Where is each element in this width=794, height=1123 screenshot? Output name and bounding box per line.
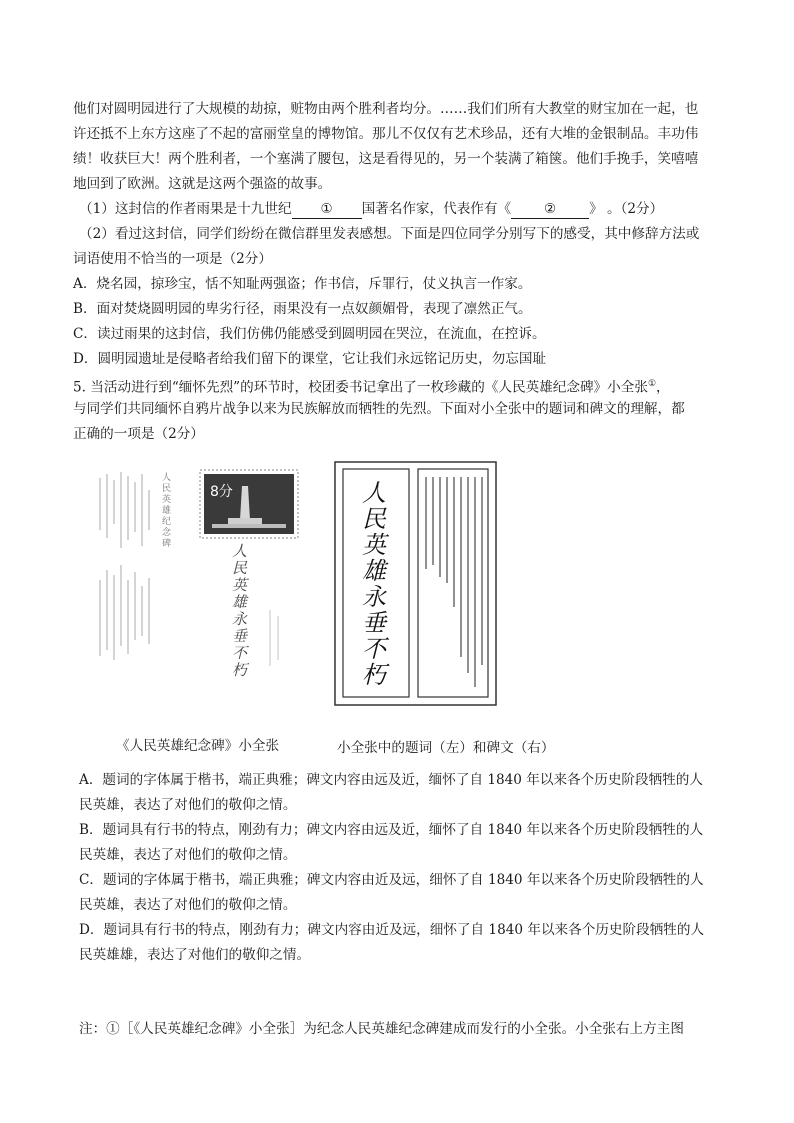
question-5-line-1-end: ， [656,379,670,396]
option-a-line-2: 民英雄，表达了对他们的敬仰之情。 [79,797,297,813]
passage-line-4: 地回到了欧洲。这就是这两个强盗的故事。 [73,176,332,192]
question-5-line-3: 正确的一项是（2分） [73,426,204,442]
inscription-epitaph-drawing [334,461,497,706]
svg-text:碑: 碑 [162,539,172,549]
question-5-line-1-text: 5. 当活动进行到“缅怀先烈”的环节时，校团委书记拿出了一枚珍藏的《人民英雄纪念碑》小全张 [73,379,648,396]
question-2-option-c: C．读过雨果的这封信，我们仿佛仍能感受到圆明园在哭泣，在流血，在控诉。 [73,326,546,342]
question-2-option-b: B．面对焚烧圆明园的卑劣行径，雨果没有一点奴颜媚骨，表现了凛然正气。 [73,301,532,317]
footnote-marker: ① [647,379,657,389]
option-c-line-1: C．题词的字体属于楷书，端正典雅；碑文内容由近及远，细怀了自 1840 年以来各个历史阶段牺牲的人 [79,872,704,888]
svg-text:人: 人 [162,473,172,483]
svg-text:不: 不 [362,635,386,663]
souvenir-sheet-drawing [92,460,310,680]
svg-text:人: 人 [362,479,386,507]
option-d-line-1: D．题词具有行书的特点，刚劲有力；碑文内容由近及远，细怀了自 1840 年以来各个历史阶段牺牲的人 [79,922,705,938]
svg-text:民: 民 [362,505,386,533]
footnote: 注：①［《人民英雄纪念碑》小全张］为纪念人民英雄纪念碑建成而发行的小全张。小全张右上方主图 [79,1021,684,1037]
answer-blank-2: ② [511,200,589,219]
svg-text:垂: 垂 [362,609,386,637]
svg-text:念: 念 [162,528,172,538]
question-5-line-1 [73,374,670,398]
question-1-text-mid: 国著名作家，代表作有《 [361,201,512,217]
svg-text:永: 永 [232,610,248,628]
passage-line-2: 许还抵不上东方这座了不起的富丽堂皇的博物馆。那儿不仅仅有艺术珍品，还有大堆的金银制品。丰功伟 [73,126,699,142]
svg-text:不: 不 [232,644,248,662]
svg-text:民: 民 [162,484,172,494]
option-c-line-2: 民英雄，表达了对他们的敬仰之情。 [79,897,297,913]
option-d-line-2: 民英雄雄，表达了对他们的敬仰之情。 [79,947,311,963]
svg-text:英: 英 [162,495,172,505]
svg-text:朽: 朽 [232,661,248,679]
svg-text:英: 英 [232,576,248,594]
caption-inscription-epitaph: 小全张中的题词（左）和碑文（右） [337,740,555,756]
svg-text:人: 人 [232,542,248,560]
question-1-text-pre: （1）这封信的作者雨果是十九世纪 [79,201,292,217]
option-b-line-1: B．题词具有行书的特点，刚劲有力；碑文内容由远及近，缅怀了自 1840 年以来各个历史阶段牺牲的人 [79,822,704,838]
answer-blank-1: ① [292,200,362,219]
question-5-line-2: 与同学们共同缅怀自鸦片战争以来为民族解放而牺牲的先烈。下面对小全张中的题词和碑文的理解，都 [73,401,685,417]
question-2-line-1: （2）看过这封信，同学们纷纷在微信群里发表感想。下面是四位同学分别写下的感受，其中修辞方法或 [79,226,700,242]
svg-text:雄: 雄 [362,557,386,585]
svg-text:朽: 朽 [362,661,386,689]
svg-text:英: 英 [362,531,386,559]
option-a-line-1: A．题词的字体属于楷书，端正典雅；碑文内容由远及近，缅怀了自 1840 年以来各个历史阶段牺牲的人 [79,772,703,788]
passage-line-1: 他们对圆明园进行了大规模的劫掠，赃物由两个胜利者均分。……我们们所有大教堂的财宝加在一起，也 [73,101,699,117]
inscription-epitaph-image [334,461,497,706]
caption-souvenir-sheet: 《人民英雄纪念碑》小全张 [116,738,280,754]
passage-line-3: 绩！收获巨大！两个胜利者，一个塞满了腰包，这是看得见的，另一个装满了箱箧。他们手挽手，笑嘻嘻 [73,151,699,167]
svg-text:永: 永 [362,583,386,611]
question-2-option-d: D．圆明园遗址是侵略者给我们留下的课堂，它让我们永远铭记历史，勿忘国耻 [73,351,547,367]
question-1 [79,199,663,219]
question-1-text-post: 》 。（2分） [589,201,664,217]
stamp-value: 8分 [210,484,233,500]
svg-text:雄: 雄 [162,506,172,516]
svg-text:民: 民 [232,559,248,577]
question-2-line-2: 词语使用不恰当的一项是（2分） [73,251,272,267]
svg-text:纪: 纪 [162,517,172,527]
svg-text:雄: 雄 [232,593,248,611]
option-b-line-2: 民英雄，表达了对他们的敬仰之情。 [79,847,297,863]
svg-text:垂: 垂 [232,627,248,645]
question-2-option-a: A．烧名园，掠珍宝，恬不知耻两强盗；作书信，斥罪行，仗义执言一作家。 [73,276,532,292]
souvenir-sheet-image [92,460,310,680]
